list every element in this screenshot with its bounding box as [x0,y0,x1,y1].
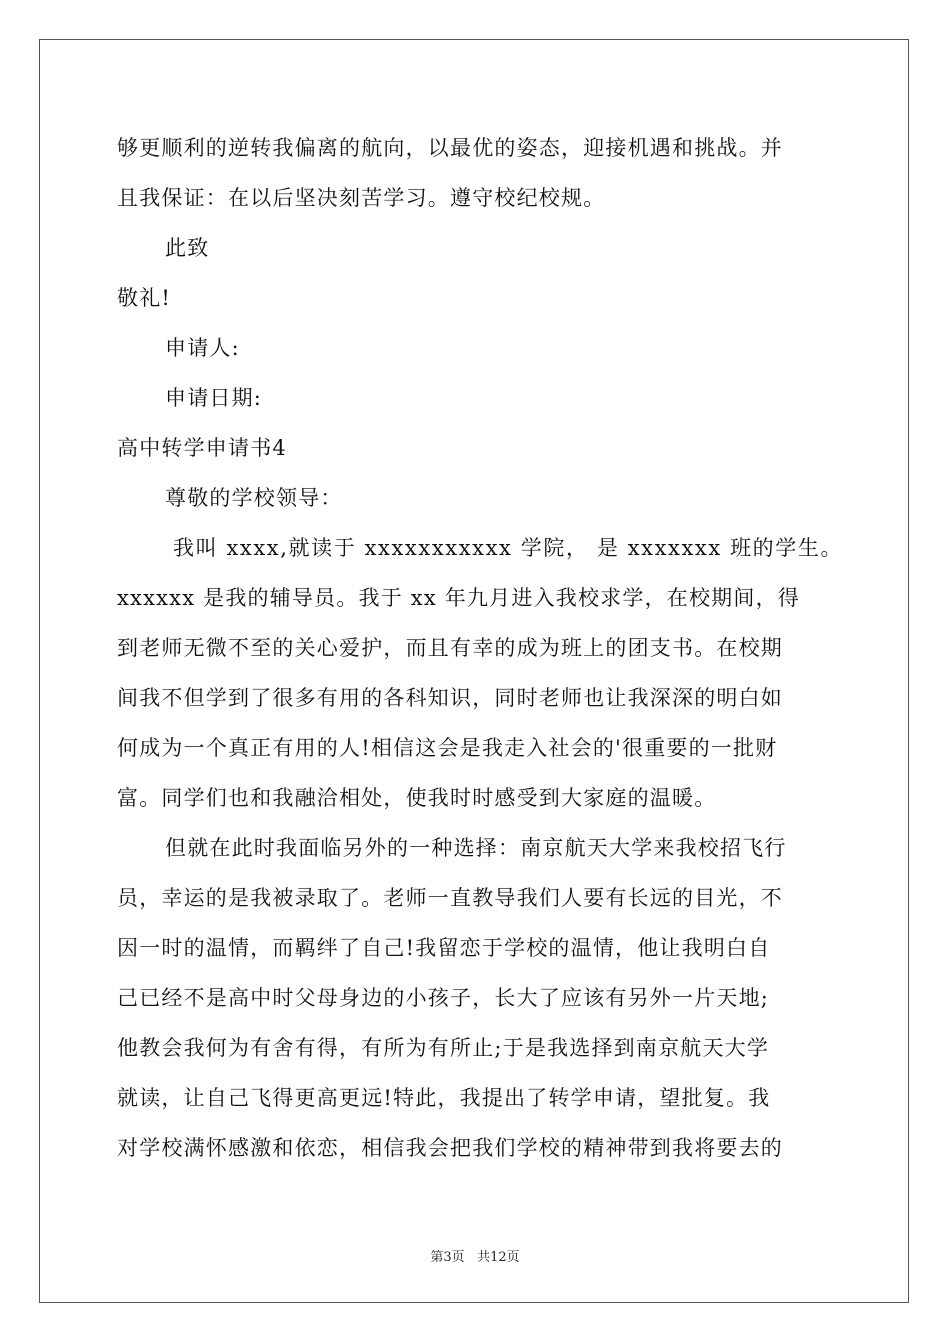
application-date-label: 申请日期: [165,386,263,410]
paragraph-line: 因一时的温情，而羁绊了自己!我留恋于学校的温情，他让我明白自 [117,936,771,960]
paragraph-line: 对学校满怀感激和依恋，相信我会把我们学校的精神带到我将要去的 [117,1136,783,1160]
closing-salutation: 此致 [165,236,210,260]
paragraph-line: 且我保证：在以后坚决刻苦学习。遵守校纪校规。 [117,186,606,210]
greeting: 尊敬的学校领导： [165,486,343,510]
paragraph-line: 何成为一个真正有用的人!相信这会是我走入社会的'很重要的一批财 [117,736,778,760]
applicant-label: 申请人: [165,336,240,360]
section-heading: 高中转学申请书4 [117,436,287,460]
paragraph-line: 够更顺利的逆转我偏离的航向，以最优的姿态，迎接机遇和挑战。并 [117,136,783,160]
paragraph-line: 我叫 xxxx,就读于 xxxxxxxxxxx 学院， 是 xxxxxxx 班的学生。 [173,536,844,560]
paragraph-line: 员，幸运的是我被录取了。老师一直教导我们人要有长远的目光，不 [117,886,783,910]
paragraph-line: 就读，让自己飞得更高更远!特此，我提出了转学申请，望批复。我 [117,1086,771,1110]
page-number: 第3页 [430,1250,465,1265]
paragraph-line: 但就在此时我面临另外的一种选择：南京航天大学来我校招飞行 [165,836,787,860]
paragraph-line: 间我不但学到了很多有用的各科知识，同时老师也让我深深的明白如 [117,686,783,710]
paragraph-line: 富。同学们也和我融洽相处，使我时时感受到大家庭的温暖。 [117,786,717,810]
total-pages: 共12页 [477,1250,520,1265]
page-footer [0,1248,950,1268]
closing-regards: 敬礼! [117,286,172,310]
paragraph-line: 己已经不是高中时父母身边的小孩子，长大了应该有另外一片天地; [117,986,770,1010]
paragraph-line: 到老师无微不至的关心爱护，而且有幸的成为班上的团支书。在校期 [117,636,783,660]
paragraph-line: xxxxxx 是我的辅导员。我于 xx 年九月进入我校求学，在校期间，得 [117,586,800,610]
paragraph-line: 他教会我何为有舍有得，有所为有所止;于是我选择到南京航天大学 [117,1036,770,1060]
